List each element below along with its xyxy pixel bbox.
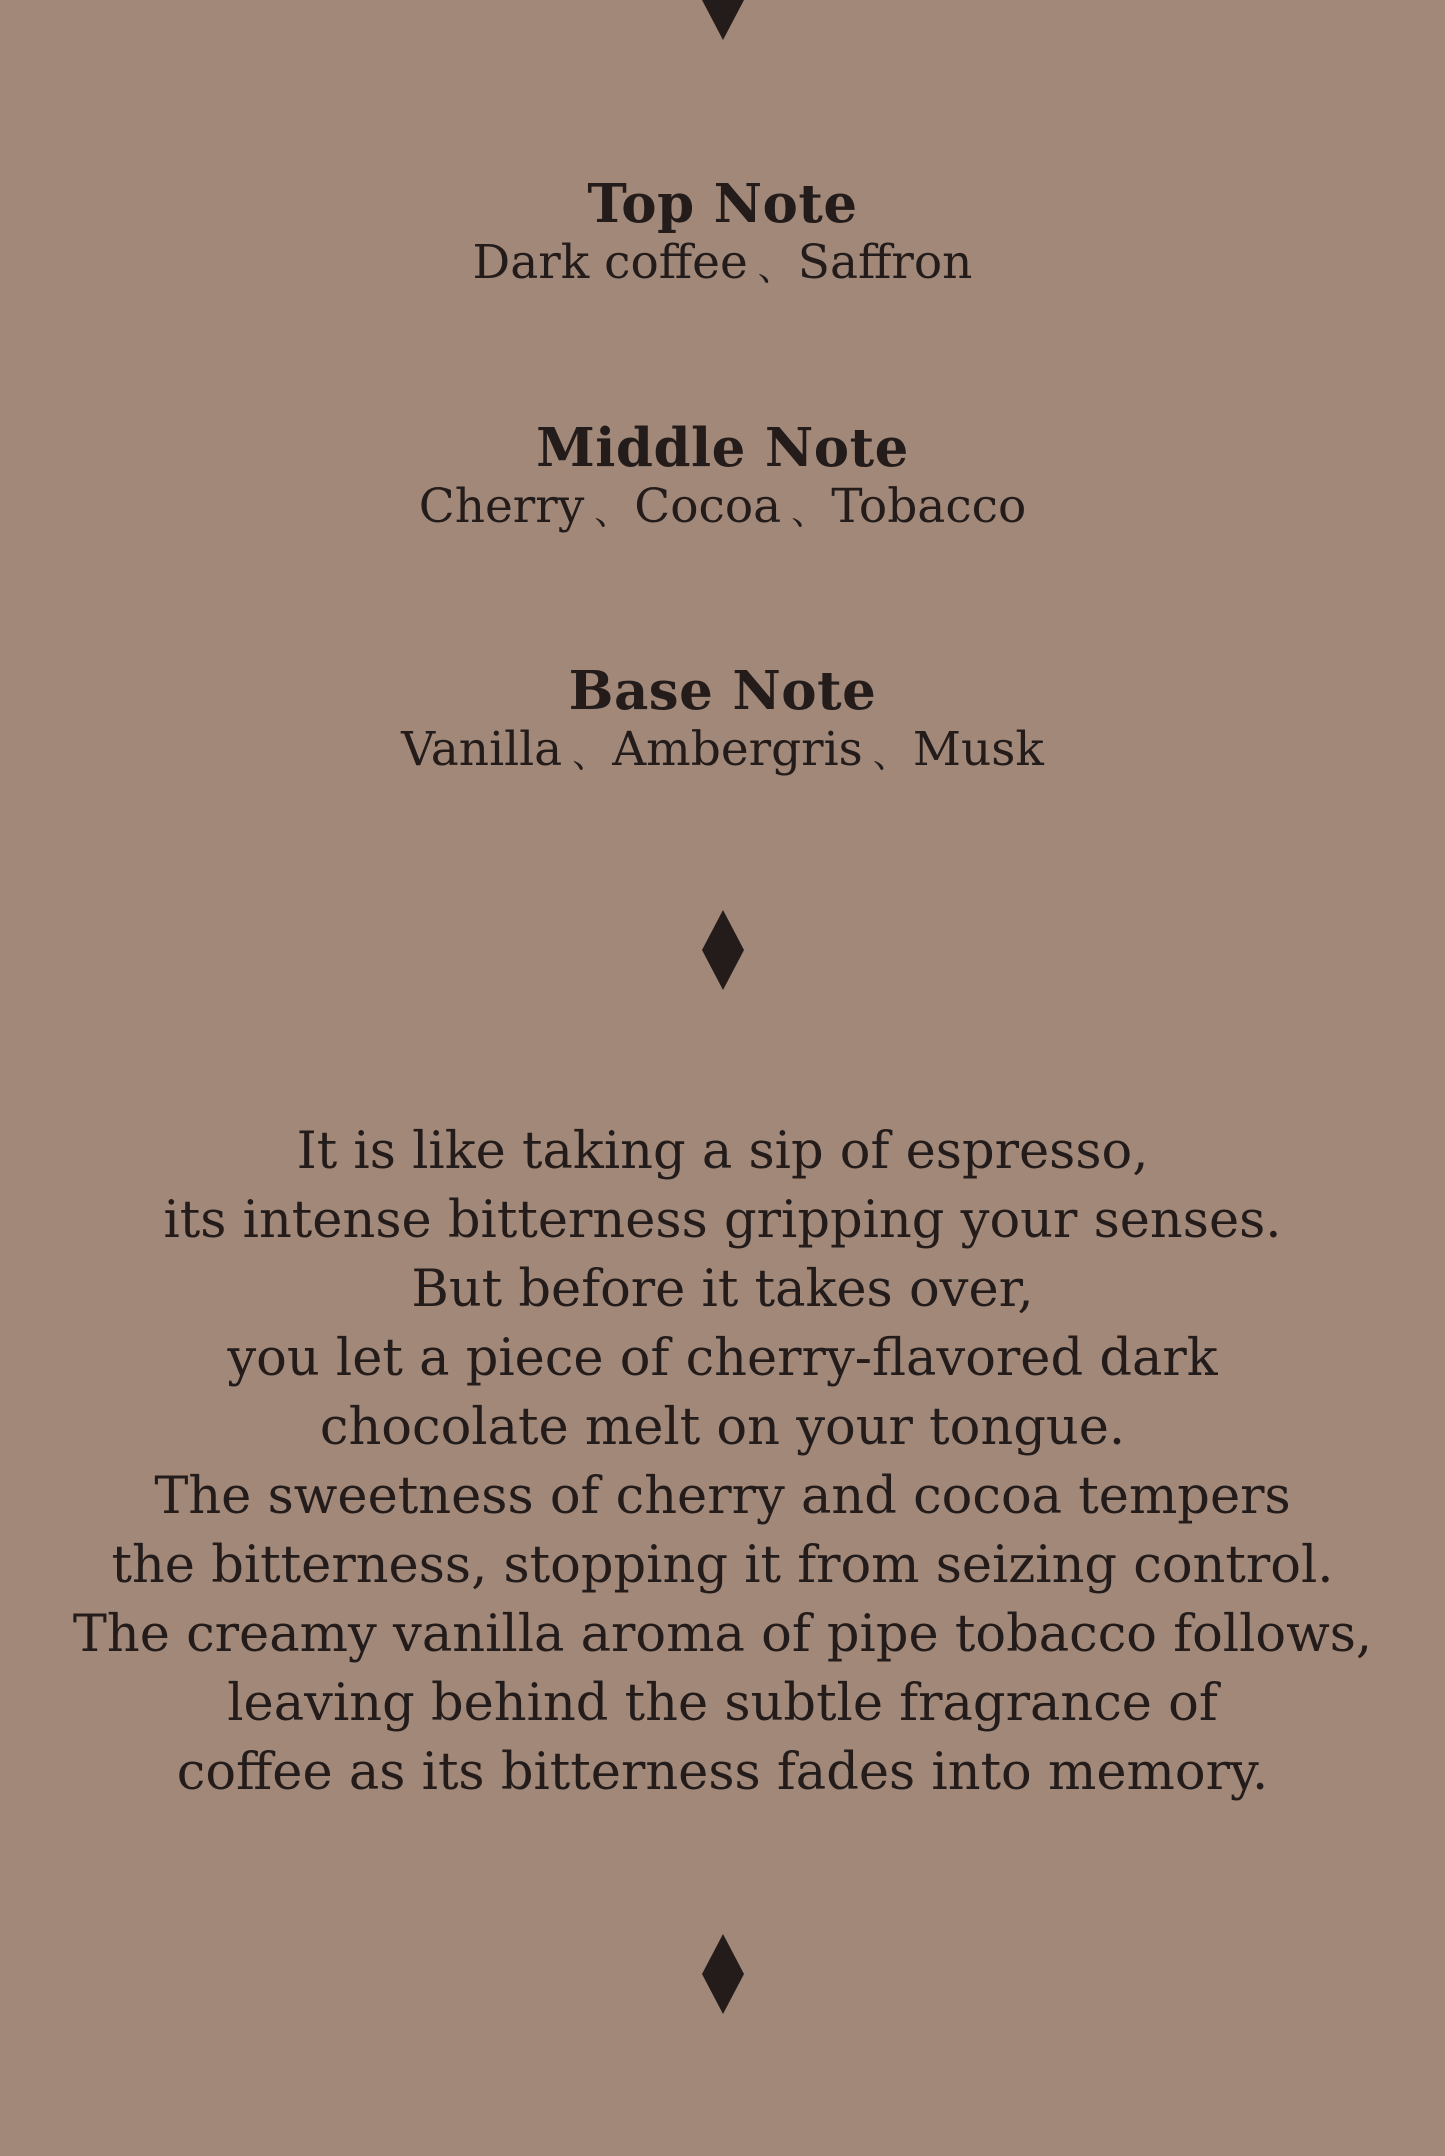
middle-note-items xyxy=(0,478,1445,536)
poem-line: chocolate melt on your tongue. xyxy=(319,1398,1126,1457)
separator: 、 xyxy=(572,735,609,776)
poem-line: The creamy vanilla aroma of pipe tobacco follows, xyxy=(72,1605,1373,1664)
middle-note-section xyxy=(0,418,1445,536)
poem-line: coffee as its bitterness fades into memory. xyxy=(176,1743,1269,1802)
note-item: Dark coffee xyxy=(472,235,748,290)
separator: 、 xyxy=(872,735,909,776)
note-item: Cherry xyxy=(418,479,585,534)
poem-line: you let a piece of cherry-flavored dark xyxy=(227,1329,1218,1388)
diamond-icon xyxy=(702,0,744,40)
note-item: Ambergris xyxy=(612,722,863,777)
note-item: Musk xyxy=(912,722,1044,777)
diamond-icon xyxy=(702,910,744,990)
top-note-items xyxy=(0,234,1445,292)
base-note-items xyxy=(0,721,1445,779)
top-note-title: Top Note xyxy=(587,173,858,235)
base-note-title: Base Note xyxy=(568,660,877,722)
note-item: Vanilla xyxy=(401,722,563,777)
separator: 、 xyxy=(757,248,794,289)
middle-note-title: Middle Note xyxy=(536,417,909,479)
poem-line: leaving behind the subtle fragrance of xyxy=(227,1674,1218,1733)
poem xyxy=(0,1117,1445,1807)
poem-line: its intense bitterness gripping your senses. xyxy=(163,1191,1282,1250)
top-note-section xyxy=(0,174,1445,292)
note-item: Saffron xyxy=(797,235,973,290)
base-note-section xyxy=(0,661,1445,779)
note-item: Cocoa xyxy=(634,479,782,534)
poem-line: It is like taking a sip of espresso, xyxy=(296,1122,1149,1181)
diamond-icon xyxy=(702,1934,744,2014)
separator: 、 xyxy=(791,492,828,533)
poem-line: But before it takes over, xyxy=(411,1260,1034,1319)
separator: 、 xyxy=(594,492,631,533)
note-item: Tobacco xyxy=(831,479,1027,534)
poem-line: The sweetness of cherry and cocoa tempers xyxy=(154,1467,1291,1526)
poem-line: the bitterness, stopping it from seizing control. xyxy=(111,1536,1334,1595)
